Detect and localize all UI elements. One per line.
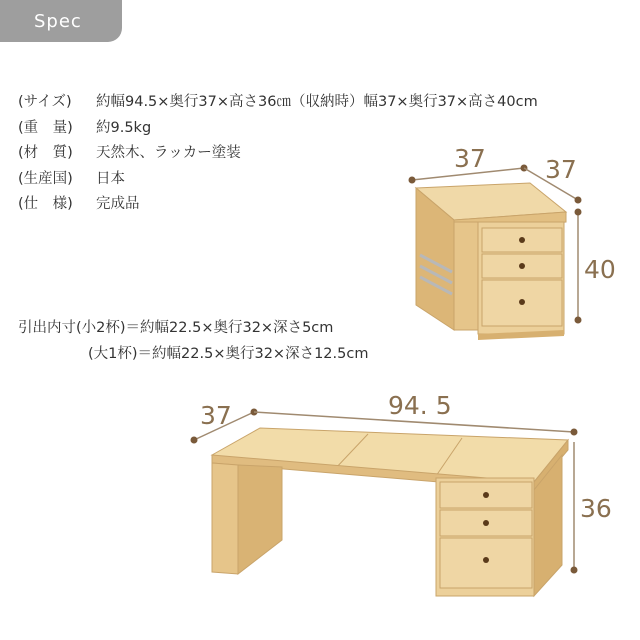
spec-value-spec: 完成品 (96, 196, 140, 212)
spec-label-material: (材 質) (18, 145, 73, 161)
stored-width-label: 37 (454, 144, 486, 173)
open-desk-illustration (212, 428, 568, 596)
open-width-label: 94. 5 (388, 391, 452, 420)
spec-value-material: 天然木、ラッカー塗装 (96, 145, 241, 161)
stored-cabinet-illustration (416, 183, 566, 340)
spec-value-size: 約幅94.5×奥行37×高さ36㎝（収納時）幅37×奥行37×高さ40cm (96, 94, 538, 110)
spec-label-weight: (重 量) (18, 119, 73, 136)
spec-label-size: (サイズ) (18, 94, 72, 110)
drawer-dim-small: 引出内寸(小2杯)＝約幅22.5×奥行32×深さ5cm (18, 320, 334, 336)
stored-height-label: 40 (584, 255, 616, 284)
spec-tab-label: Spec (34, 10, 82, 32)
stored-depth-label: 37 (545, 155, 577, 184)
spec-value-weight: 約9.5kg (96, 119, 152, 136)
spec-label-spec: (仕 様) (18, 196, 73, 212)
spec-label-origin: (生産国) (18, 170, 73, 187)
spec-value-origin: 日本 (96, 170, 125, 187)
open-depth-label: 37 (200, 401, 232, 430)
open-height-label: 36 (580, 494, 612, 523)
drawer-dim-large: (大1杯)＝約幅22.5×奥行32×深さ12.5cm (88, 345, 369, 362)
